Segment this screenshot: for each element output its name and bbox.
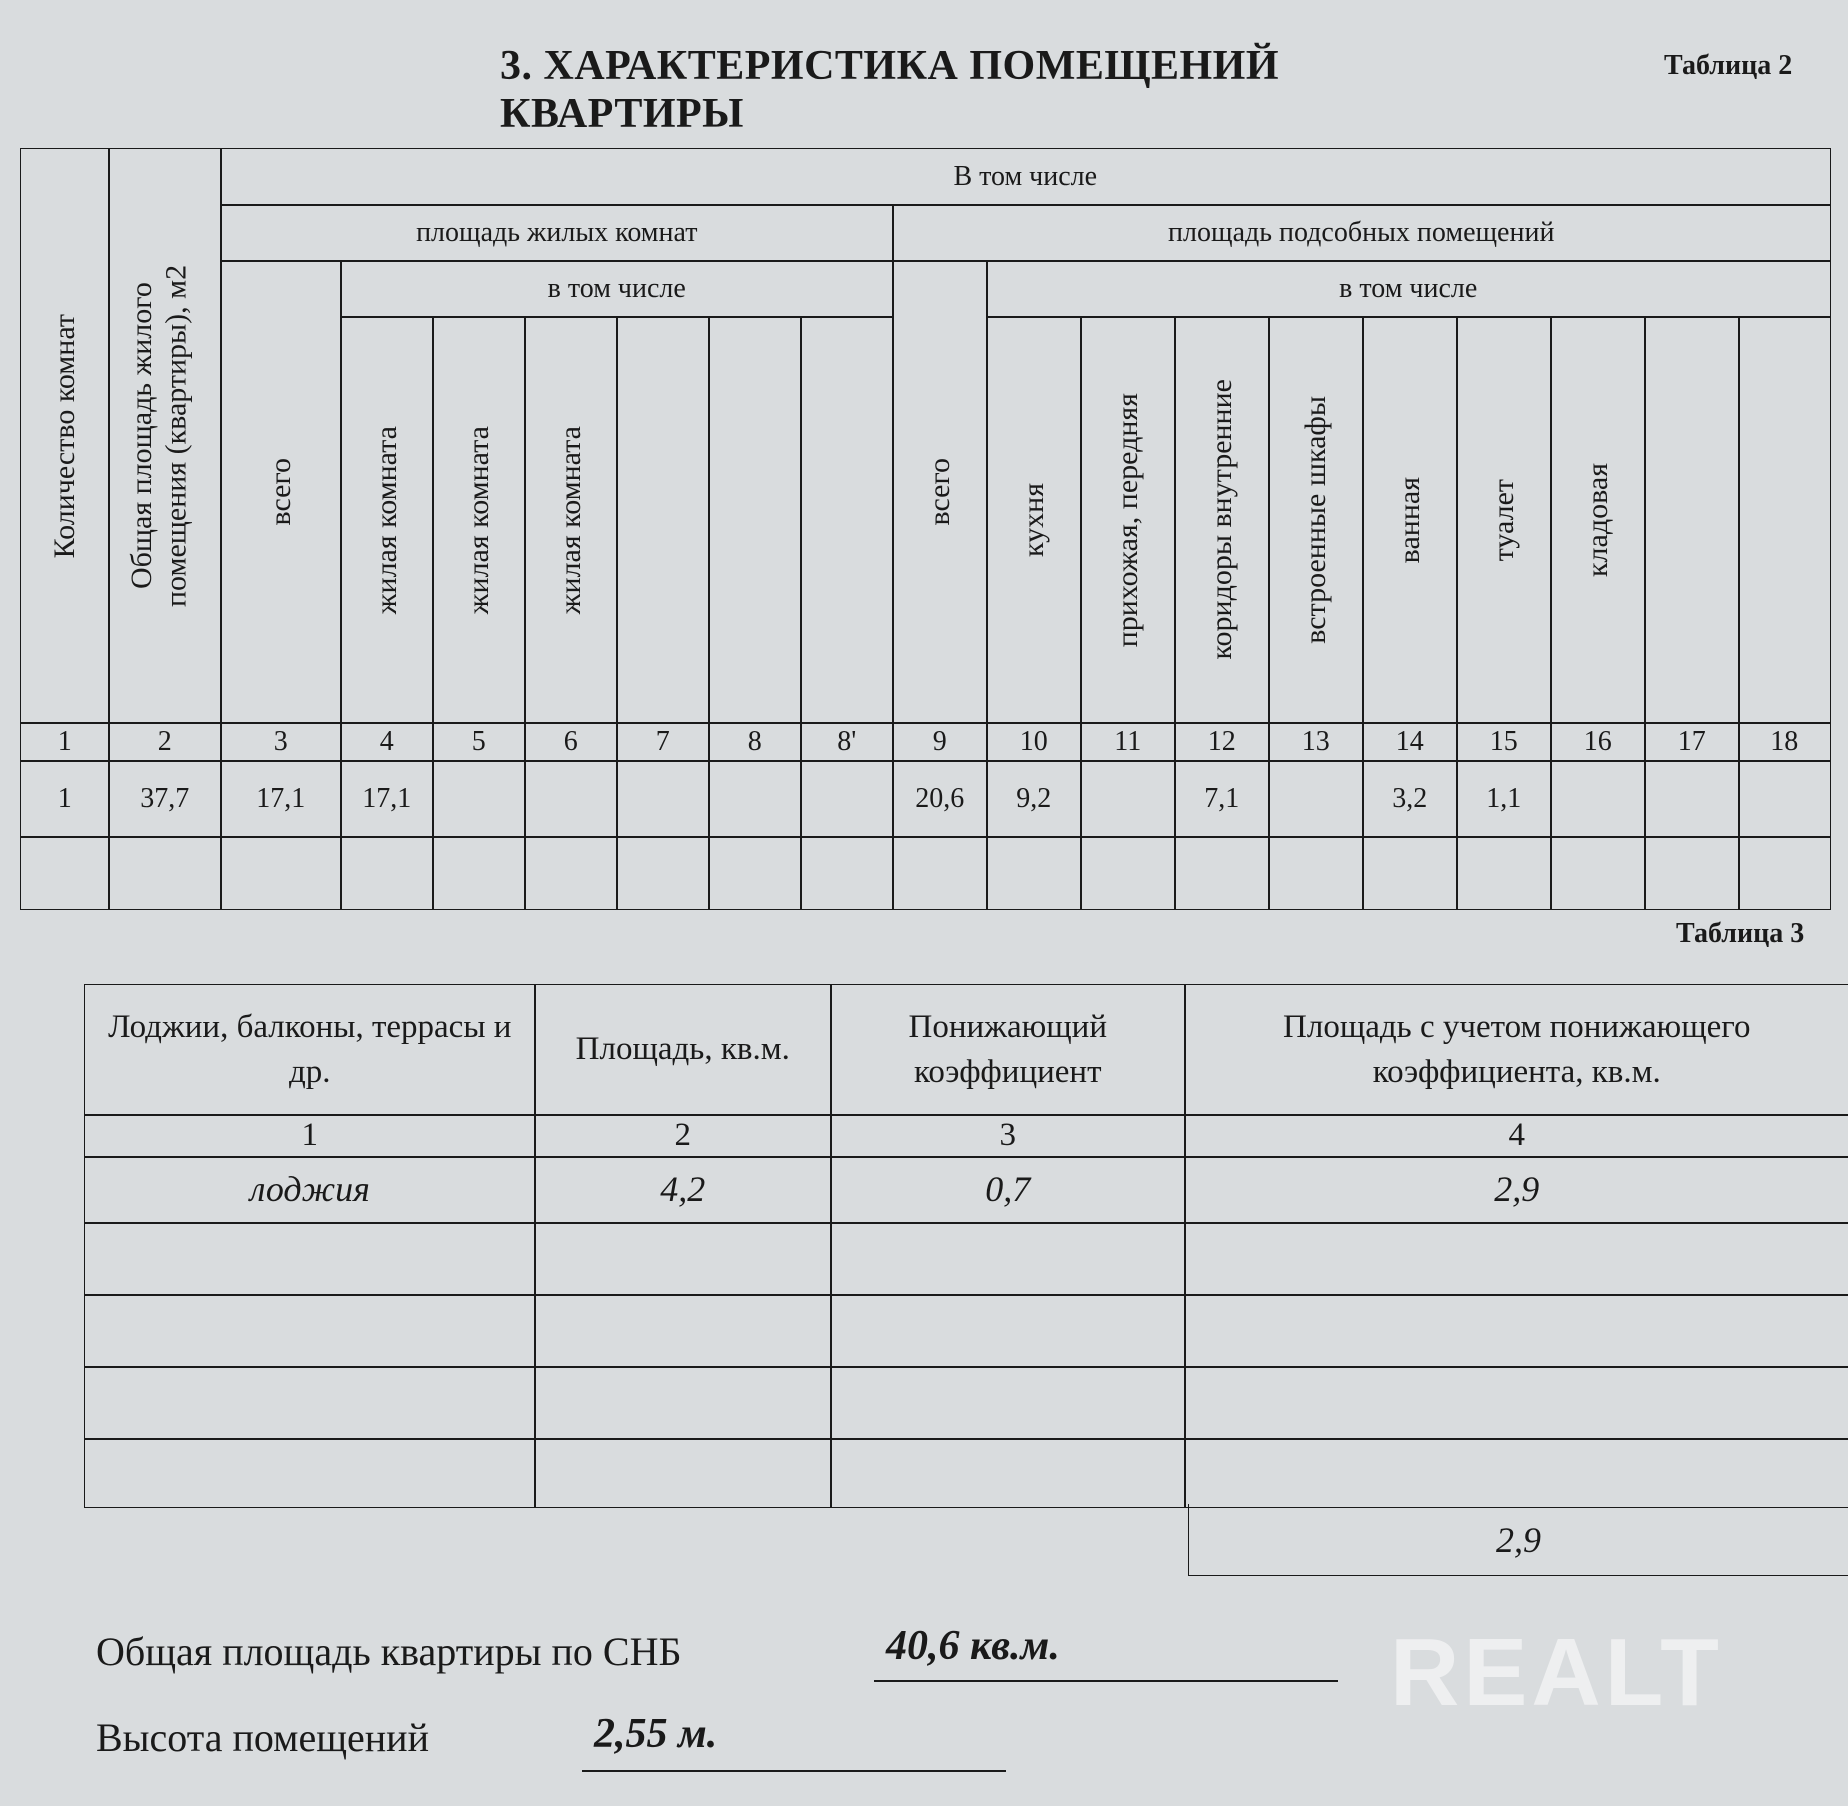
header-storage: кладовая <box>1550 316 1646 724</box>
table3-empty-cell <box>1184 1366 1848 1440</box>
table3-empty-cell <box>830 1294 1186 1368</box>
header-loggias: Лоджии, балконы, террасы и др. <box>84 984 536 1116</box>
table2-cell: 20,6 <box>892 760 988 838</box>
header-empty-8 <box>708 316 802 724</box>
table2-cell: 17,1 <box>340 760 434 838</box>
header-kitchen: кухня <box>986 316 1082 724</box>
table2-cell <box>616 760 710 838</box>
header-hallway: прихожая, передняя <box>1080 316 1176 724</box>
header-living-area: площадь жилых комнат <box>220 204 894 262</box>
total-area-line <box>96 1623 1060 1675</box>
total-area-label: Общая площадь квартиры по СНБ <box>96 1629 682 1674</box>
col-number: 2 <box>108 722 222 762</box>
header-coefficient: Понижающий коэффициент <box>830 984 1186 1116</box>
col-number: 16 <box>1550 722 1646 762</box>
header-total-area: Общая площадь жилого помещения (квартиры), м2 <box>108 148 222 724</box>
col-number: 3 <box>830 1114 1186 1158</box>
col-number: 7 <box>616 722 710 762</box>
table2-empty-cell <box>1268 836 1364 910</box>
header-in-that-number: В том числе <box>220 148 1831 206</box>
room-height-line <box>96 1711 718 1761</box>
col-number: 8 <box>708 722 802 762</box>
header-aux-area: площадь подсобных помещений <box>892 204 1831 262</box>
table3-empty-cell <box>84 1222 536 1296</box>
table3-empty-cell <box>830 1222 1186 1296</box>
table2-empty-cell <box>1080 836 1176 910</box>
table2-empty-cell <box>108 836 222 910</box>
col-number: 6 <box>524 722 618 762</box>
col-number: 15 <box>1456 722 1552 762</box>
realt-watermark: REALT <box>1390 1619 1723 1726</box>
table2-cell <box>708 760 802 838</box>
table3-cell: лоджия <box>84 1156 536 1224</box>
header-empty-18 <box>1738 316 1831 724</box>
header-toilet: туалет <box>1456 316 1552 724</box>
table2-empty-cell <box>1644 836 1740 910</box>
table3-total: 2,9 <box>1188 1504 1848 1576</box>
table2-empty-cell <box>340 836 434 910</box>
table3-empty-cell <box>84 1366 536 1440</box>
table2-cell <box>524 760 618 838</box>
col-number: 11 <box>1080 722 1176 762</box>
table2-empty-cell <box>1456 836 1552 910</box>
table2-empty-cell <box>1362 836 1458 910</box>
table3-caption: Таблица 3 <box>1676 918 1805 949</box>
table2-cell <box>1738 760 1831 838</box>
header-bathroom: ванная <box>1362 316 1458 724</box>
table2-empty-cell <box>892 836 988 910</box>
table2-empty-cell <box>800 836 894 910</box>
header-aux-incl: в том числе <box>986 260 1831 318</box>
col-number: 8' <box>800 722 894 762</box>
header-aux-total: всего <box>892 260 988 724</box>
col-number: 3 <box>220 722 342 762</box>
col-number: 17 <box>1644 722 1740 762</box>
table3-empty-cell <box>1184 1222 1848 1296</box>
table2-cell <box>1268 760 1364 838</box>
table3-empty-cell <box>830 1366 1186 1440</box>
table2-empty-cell <box>1550 836 1646 910</box>
col-number: 1 <box>20 722 110 762</box>
header-living-total: всего <box>220 260 342 724</box>
header-empty-8p <box>800 316 894 724</box>
table2-empty-cell <box>708 836 802 910</box>
table2-empty-cell <box>432 836 526 910</box>
table2-cell: 17,1 <box>220 760 342 838</box>
header-reduced-area: Площадь с учетом понижающего коэффициента, кв.м. <box>1184 984 1848 1116</box>
col-number: 4 <box>340 722 434 762</box>
table2-cell: 7,1 <box>1174 760 1270 838</box>
header-empty-7 <box>616 316 710 724</box>
header-living-room-3: жилая комната <box>524 316 618 724</box>
table2-cell: 37,7 <box>108 760 222 838</box>
col-number: 13 <box>1268 722 1364 762</box>
table2-cell <box>432 760 526 838</box>
col-number: 9 <box>892 722 988 762</box>
table2-cell <box>800 760 894 838</box>
table3-empty-cell <box>84 1438 536 1508</box>
table2-cell: 1 <box>20 760 110 838</box>
col-number: 2 <box>534 1114 832 1158</box>
table2-empty-cell <box>220 836 342 910</box>
room-height-value: 2,55 м. <box>582 1710 1006 1772</box>
table3 <box>84 984 1848 1506</box>
table3-empty-cell <box>534 1222 832 1296</box>
table3-empty-cell <box>534 1366 832 1440</box>
table3-empty-cell <box>1184 1294 1848 1368</box>
header-living-room-1: жилая комната <box>340 316 434 724</box>
table2-cell <box>1644 760 1740 838</box>
table2-empty-cell <box>616 836 710 910</box>
room-height-label: Высота помещений <box>96 1715 429 1760</box>
table2-cell <box>1550 760 1646 838</box>
table2-cell: 9,2 <box>986 760 1082 838</box>
table2-empty-cell <box>524 836 618 910</box>
table2-empty-cell <box>1174 836 1270 910</box>
table2-empty-cell <box>20 836 110 910</box>
table2-cell: 3,2 <box>1362 760 1458 838</box>
col-number: 1 <box>84 1114 536 1158</box>
table2-empty-cell <box>1738 836 1831 910</box>
header-area: Площадь, кв.м. <box>534 984 832 1116</box>
col-number: 5 <box>432 722 526 762</box>
table3-empty-cell <box>534 1294 832 1368</box>
table2-cell: 1,1 <box>1456 760 1552 838</box>
header-rooms-count: Количество комнат <box>20 148 110 724</box>
header-corridors: коридоры внутренние <box>1174 316 1270 724</box>
table2 <box>20 148 1829 908</box>
table3-cell: 4,2 <box>534 1156 832 1224</box>
col-number: 12 <box>1174 722 1270 762</box>
table3-cell: 0,7 <box>830 1156 1186 1224</box>
table3-empty-cell <box>1184 1438 1848 1508</box>
header-closets: встроенные шкафы <box>1268 316 1364 724</box>
col-number: 10 <box>986 722 1082 762</box>
table3-empty-cell <box>830 1438 1186 1508</box>
table3-empty-cell <box>534 1438 832 1508</box>
table2-caption: Таблица 2 <box>1664 50 1793 81</box>
table3-empty-cell <box>84 1294 536 1368</box>
col-number: 14 <box>1362 722 1458 762</box>
table3-cell: 2,9 <box>1184 1156 1848 1224</box>
col-number: 18 <box>1738 722 1831 762</box>
page-title: 3. ХАРАКТЕРИСТИКА ПОМЕЩЕНИЙ КВАРТИРЫ <box>500 43 1280 137</box>
header-living-incl: в том числе <box>340 260 894 318</box>
table2-cell <box>1080 760 1176 838</box>
total-area-value: 40,6 кв.м. <box>874 1622 1338 1682</box>
col-number: 4 <box>1184 1114 1848 1158</box>
header-empty-17 <box>1644 316 1740 724</box>
table2-empty-cell <box>986 836 1082 910</box>
header-living-room-2: жилая комната <box>432 316 526 724</box>
